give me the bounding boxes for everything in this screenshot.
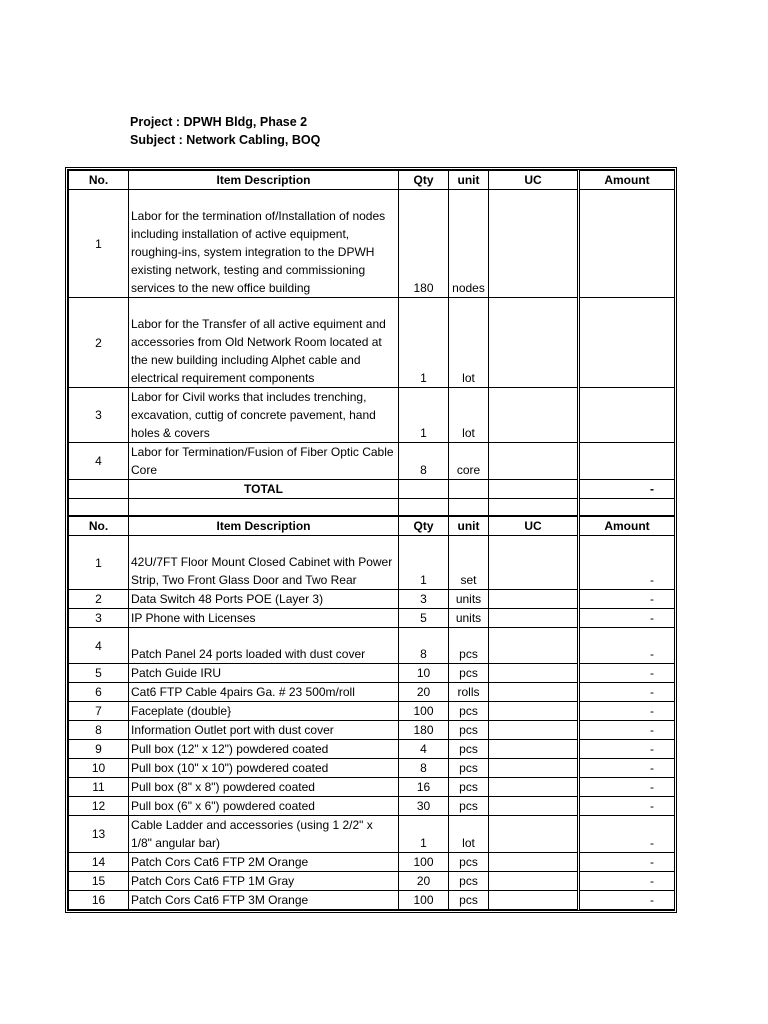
row-number: 15: [69, 872, 129, 891]
table-row: [69, 778, 675, 797]
row-amount: -: [579, 702, 675, 721]
row-number: 9: [69, 740, 129, 759]
row-qty: 16: [399, 778, 449, 797]
row-description: Cable Ladder and accessories (using 1 2/2" x 1/8" angular bar): [129, 816, 399, 853]
table-row: [69, 872, 675, 891]
total-amount: -: [579, 480, 675, 499]
table-row: [69, 759, 675, 778]
row-uc: [489, 740, 579, 759]
row-uc: [489, 190, 579, 298]
materials-section: [69, 536, 675, 910]
row-qty: 1: [399, 298, 449, 388]
row-qty: 8: [399, 759, 449, 778]
row-unit: pcs: [449, 740, 489, 759]
row-qty: 30: [399, 797, 449, 816]
row-number: 10: [69, 759, 129, 778]
row-amount: [579, 190, 675, 298]
row-number: 2: [69, 590, 129, 609]
row-number: 11: [69, 778, 129, 797]
row-amount: -: [579, 683, 675, 702]
table-row: [69, 797, 675, 816]
row-number: 13: [69, 816, 129, 853]
row-number: 3: [69, 388, 129, 443]
row-description: Patch Cors Cat6 FTP 2M Orange: [129, 853, 399, 872]
row-description: Patch Cors Cat6 FTP 3M Orange: [129, 891, 399, 910]
row-qty: 3: [399, 590, 449, 609]
table-row: [69, 816, 675, 853]
row-unit: pcs: [449, 778, 489, 797]
row-amount: -: [579, 872, 675, 891]
row-unit: lot: [449, 298, 489, 388]
row-unit: units: [449, 609, 489, 628]
row-number: 5: [69, 664, 129, 683]
row-description: Patch Panel 24 ports loaded with dust cover: [129, 628, 399, 664]
row-qty: 8: [399, 628, 449, 664]
row-amount: -: [579, 740, 675, 759]
row-amount: [579, 443, 675, 480]
row-amount: -: [579, 853, 675, 872]
subject-title: Subject : Network Cabling, BOQ: [130, 133, 321, 147]
row-description: Labor for Civil works that includes trenching, excavation, cuttig of concrete pavement, hand holes & covers: [129, 388, 399, 443]
row-number: 8: [69, 721, 129, 740]
row-unit: pcs: [449, 891, 489, 910]
row-amount: -: [579, 816, 675, 853]
row-unit: set: [449, 536, 489, 590]
row-unit: nodes: [449, 190, 489, 298]
row-unit: pcs: [449, 702, 489, 721]
row-description: Pull box (6" x 6") powdered coated: [129, 797, 399, 816]
table-row: [69, 443, 675, 480]
row-qty: 8: [399, 443, 449, 480]
labor-header-row: [69, 171, 675, 190]
col-qty: Qty: [399, 516, 449, 536]
row-uc: [489, 664, 579, 683]
row-description: IP Phone with Licenses: [129, 609, 399, 628]
row-qty: 20: [399, 872, 449, 891]
row-amount: -: [579, 536, 675, 590]
row-unit: pcs: [449, 721, 489, 740]
row-description: Information Outlet port with dust cover: [129, 721, 399, 740]
row-unit: pcs: [449, 759, 489, 778]
table-row: [69, 536, 675, 590]
boq-sheet: [65, 167, 677, 913]
row-amount: -: [579, 759, 675, 778]
row-number: 16: [69, 891, 129, 910]
row-uc: [489, 298, 579, 388]
row-unit: rolls: [449, 683, 489, 702]
row-uc: [489, 797, 579, 816]
row-unit: pcs: [449, 628, 489, 664]
total-row: [69, 480, 675, 499]
col-no: No.: [69, 516, 129, 536]
row-amount: [579, 388, 675, 443]
row-uc: [489, 872, 579, 891]
row-number: 1: [69, 190, 129, 298]
table-row: [69, 891, 675, 910]
row-number: 3: [69, 609, 129, 628]
row-description: Faceplate (double}: [129, 702, 399, 721]
row-qty: 1: [399, 388, 449, 443]
table-row: [69, 683, 675, 702]
row-uc: [489, 816, 579, 853]
row-uc: [489, 590, 579, 609]
table-row: [69, 702, 675, 721]
row-unit: lot: [449, 388, 489, 443]
row-unit: core: [449, 443, 489, 480]
row-description: Labor for the termination of/Installation of nodes including installation of active equipment, roughing-ins, system integration to the DPWH existing network, testing and commissioning services to the new office building: [129, 190, 399, 298]
row-unit: pcs: [449, 872, 489, 891]
table-row: [69, 721, 675, 740]
row-qty: 4: [399, 740, 449, 759]
col-unit: unit: [449, 171, 489, 190]
row-number: 7: [69, 702, 129, 721]
row-uc: [489, 759, 579, 778]
table-row: [69, 740, 675, 759]
row-unit: pcs: [449, 797, 489, 816]
row-qty: 1: [399, 816, 449, 853]
row-amount: -: [579, 797, 675, 816]
row-qty: 10: [399, 664, 449, 683]
row-qty: 180: [399, 721, 449, 740]
row-unit: pcs: [449, 664, 489, 683]
row-amount: -: [579, 891, 675, 910]
row-amount: -: [579, 628, 675, 664]
row-amount: -: [579, 590, 675, 609]
materials-header-row: [69, 516, 675, 536]
row-unit: lot: [449, 816, 489, 853]
table-row: [69, 609, 675, 628]
col-qty: Qty: [399, 171, 449, 190]
table-row: [69, 590, 675, 609]
row-uc: [489, 683, 579, 702]
col-amount: Amount: [579, 516, 675, 536]
row-unit: units: [449, 590, 489, 609]
col-uc: UC: [489, 516, 579, 536]
row-description: Pull box (10" x 10") powdered coated: [129, 759, 399, 778]
table-row: [69, 853, 675, 872]
row-uc: [489, 702, 579, 721]
col-amount: Amount: [579, 171, 675, 190]
row-qty: 100: [399, 702, 449, 721]
row-number: 14: [69, 853, 129, 872]
row-amount: [579, 298, 675, 388]
row-amount: -: [579, 609, 675, 628]
row-amount: -: [579, 778, 675, 797]
col-desc: Item Description: [129, 516, 399, 536]
labor-section: [69, 190, 675, 480]
row-description: Patch Guide IRU: [129, 664, 399, 683]
row-uc: [489, 721, 579, 740]
row-description: 42U/7FT Floor Mount Closed Cabinet with Power Strip, Two Front Glass Door and Two Rear: [129, 536, 399, 590]
row-number: 12: [69, 797, 129, 816]
row-uc: [489, 388, 579, 443]
row-description: Labor for the Transfer of all active equiment and accessories from Old Network Room located at the new building including Alphet cable and electrical requirement components: [129, 298, 399, 388]
row-uc: [489, 609, 579, 628]
row-uc: [489, 778, 579, 797]
row-uc: [489, 628, 579, 664]
row-amount: -: [579, 721, 675, 740]
row-description: Labor for Termination/Fusion of Fiber Optic Cable Core: [129, 443, 399, 480]
col-uc: UC: [489, 171, 579, 190]
row-qty: 100: [399, 891, 449, 910]
row-description: Data Switch 48 Ports POE (Layer 3): [129, 590, 399, 609]
table-row: [69, 298, 675, 388]
row-number: 1: [69, 536, 129, 590]
table-row: [69, 388, 675, 443]
row-qty: 1: [399, 536, 449, 590]
row-uc: [489, 853, 579, 872]
row-uc: [489, 443, 579, 480]
col-no: No.: [69, 171, 129, 190]
row-number: 4: [69, 628, 129, 664]
row-description: Cat6 FTP Cable 4pairs Ga. # 23 500m/roll: [129, 683, 399, 702]
row-number: 4: [69, 443, 129, 480]
row-qty: 5: [399, 609, 449, 628]
row-description: Patch Cors Cat6 FTP 1M Gray: [129, 872, 399, 891]
row-qty: 100: [399, 853, 449, 872]
col-unit: unit: [449, 516, 489, 536]
boq-table: [68, 170, 675, 910]
spacer-row: [69, 499, 675, 517]
project-title: Project : DPWH Bldg, Phase 2: [130, 115, 308, 129]
row-qty: 180: [399, 190, 449, 298]
row-description: Pull box (8" x 8") powdered coated: [129, 778, 399, 797]
row-description: Pull box (12" x 12") powdered coated: [129, 740, 399, 759]
total-label: TOTAL: [129, 480, 399, 499]
table-row: [69, 628, 675, 664]
row-uc: [489, 891, 579, 910]
row-qty: 20: [399, 683, 449, 702]
row-unit: pcs: [449, 853, 489, 872]
table-row: [69, 664, 675, 683]
row-number: 6: [69, 683, 129, 702]
col-desc: Item Description: [129, 171, 399, 190]
row-uc: [489, 536, 579, 590]
row-number: 2: [69, 298, 129, 388]
row-amount: -: [579, 664, 675, 683]
table-row: [69, 190, 675, 298]
